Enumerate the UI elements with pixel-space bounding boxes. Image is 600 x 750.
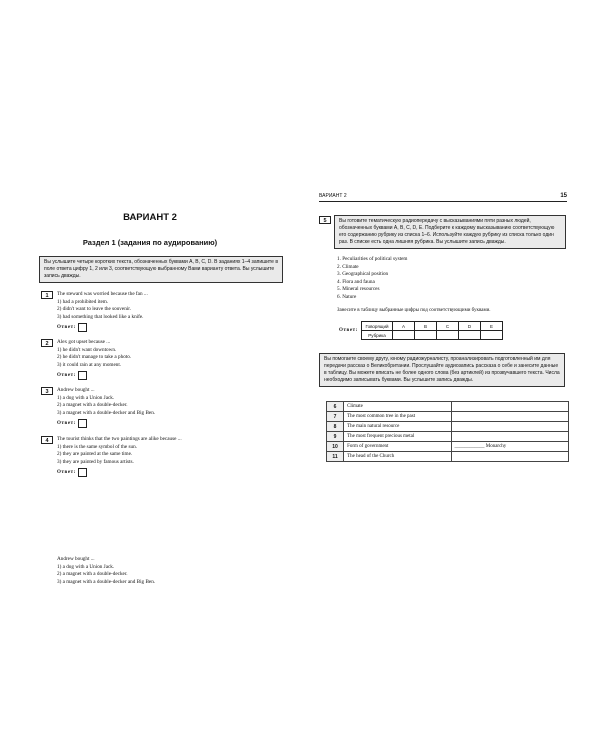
page-number: 15 <box>560 193 567 199</box>
task-4 <box>41 436 291 477</box>
task-option: 3) it could rain at any moment. <box>57 361 122 368</box>
row-question: The most frequent precious metal <box>344 432 451 442</box>
answer-row <box>57 419 291 428</box>
answer-label: Ответ: <box>57 325 76 331</box>
table-instruction: Занесите в таблицу выбранные цифры под соответствующими буквами. <box>337 308 491 313</box>
row-answer[interactable] <box>451 452 569 462</box>
task-question: Andrew bought ... <box>57 387 95 393</box>
task-question: The tourist thinks that the two paintings are alike because ... <box>57 436 182 442</box>
letter-cell: D <box>459 322 481 331</box>
task-question: Alex got upset because ... <box>57 339 111 345</box>
answer-box-2[interactable] <box>78 371 87 380</box>
task-option: 2) they are painted at the same time. <box>57 451 133 458</box>
task5-instructions: Вы готовите тематическую радиопередачу с высказываниями пяти разных людей, обозначенных буквами A, B, C, D, E. Подберите к каждому высказыванию соответствующую его содержанию рубрику из списка 1–6. Используйте каждую рубрику из списка только один раз. В списке есть одна лишняя рубрика. Вы услышите запись дважды. <box>334 215 566 249</box>
answer-cell[interactable] <box>437 331 459 340</box>
answer-cell[interactable] <box>481 331 503 340</box>
task-option: 2) a magnet with a double-decker. <box>57 571 128 578</box>
row-number: 9 <box>327 432 344 442</box>
rubric-item: 5. Mineral resources <box>337 286 380 293</box>
row-answer[interactable]: ____________ Monarchy <box>451 442 569 452</box>
answer-box-1[interactable] <box>78 323 87 332</box>
answer-cell[interactable] <box>415 331 437 340</box>
task-2 <box>41 339 291 380</box>
answer-cell[interactable] <box>459 331 481 340</box>
answer-label: Ответ: <box>57 373 76 379</box>
letter-cell: C <box>437 322 459 331</box>
task-option: 1) a dog with a Union Jack. <box>57 563 115 570</box>
table-row <box>327 442 569 452</box>
task-option: 1) had a prohibited item. <box>57 298 109 305</box>
row-answer[interactable] <box>451 422 569 432</box>
task-option: 1) a dog with a Union Jack. <box>57 394 115 401</box>
rubric-item: 3. Geographical position <box>337 271 389 278</box>
row-question: The main natural resource <box>344 422 451 432</box>
row-label-rubric: Рубрика <box>362 331 393 340</box>
extra-task <box>41 556 291 586</box>
letter-cell: E <box>481 322 503 331</box>
section-title: Раздел 1 (задания по аудированию) <box>82 238 218 247</box>
task5-answer <box>339 321 503 340</box>
rubric-item: 6. Nature <box>337 293 357 300</box>
task-number: 1 <box>41 291 53 299</box>
rubric-item: 2. Climate <box>337 263 359 270</box>
info-table <box>326 401 569 462</box>
row-question: Climate <box>344 402 451 412</box>
row-question: The head of the Church <box>344 452 451 462</box>
answer-row <box>57 323 291 332</box>
task-option: 3) they are painted by famous artists. <box>57 458 134 465</box>
variant-title: ВАРИАНТ 2 <box>123 212 177 223</box>
page-header <box>319 193 567 202</box>
task-number: 5 <box>319 216 331 224</box>
row-question: The most common tree in the past <box>344 412 451 422</box>
answer-label: Ответ: <box>57 470 76 476</box>
row-number: 7 <box>327 412 344 422</box>
header-title: ВАРИАНТ 2 <box>319 193 347 199</box>
task-option: 1) there is the same symbol of the sun. <box>57 443 137 450</box>
answer-row <box>57 371 291 380</box>
table-row <box>327 422 569 432</box>
answer-box-4[interactable] <box>78 468 87 477</box>
task-option: 3) a magnet with a double-decker and Big Ben. <box>57 409 156 416</box>
task-number: 2 <box>41 339 53 347</box>
task-question: Andrew bought ... <box>57 556 95 562</box>
task6-instructions: Вы помогаете своему другу, юному радиожурналисту, проанализировать подготовленный им для передачи рассказ о Великобритании. Прослушайте аудиозапись рассказа о себе и занесите данные в таблицу. Вы можете вписать не более одного слова (без артиклей) из прозвучавшего текста. Числа необходимо записывать буквами. Вы услышите запись дважды. <box>319 353 565 387</box>
task-option: 1) he didn't want downtown. <box>57 346 117 353</box>
row-question: Form of government <box>344 442 451 452</box>
row-number: 11 <box>327 452 344 462</box>
task-option: 2) didn't want to leave the souvenir. <box>57 306 131 313</box>
row-answer[interactable] <box>451 432 569 442</box>
task-number: 4 <box>41 436 53 444</box>
task-option: 3) had something that looked like a knife. <box>57 313 144 320</box>
task-number: 3 <box>41 387 53 395</box>
task-3 <box>41 387 291 428</box>
row-label-speaker: Говорящий <box>362 322 393 331</box>
row-answer[interactable] <box>451 412 569 422</box>
answer-label: Ответ: <box>339 328 358 333</box>
rubric-item: 1. Peculiarities of political system <box>337 256 408 262</box>
answer-cell[interactable] <box>393 331 415 340</box>
task-option: 2) he didn't manage to take a photo. <box>57 354 132 361</box>
table-row <box>327 412 569 422</box>
row-number: 8 <box>327 422 344 432</box>
task-1 <box>41 291 291 332</box>
table-row <box>327 452 569 462</box>
row-number: 6 <box>327 402 344 412</box>
letter-cell: A <box>393 322 415 331</box>
task-option: 2) a magnet with a double-decker. <box>57 402 128 409</box>
answer-label: Ответ: <box>57 421 76 427</box>
answer-box-3[interactable] <box>78 419 87 428</box>
rubric-list <box>337 256 407 302</box>
speaker-rubric-table <box>361 321 503 340</box>
answer-row <box>57 468 291 477</box>
listening-instructions: Вы услышите четыре коротких текста, обозначенных буквами A, B, C, D. В заданиях 1–4 запишите в поле ответа цифру 1, 2 или 3, соответствующую выбранному Вами варианту ответа. Вы услышите запись дважды. <box>39 256 283 283</box>
rubric-item: 4. Flora and fauna <box>337 278 375 285</box>
task-question: The steward was worried because the fan ... <box>57 291 148 297</box>
row-answer[interactable] <box>451 402 569 412</box>
task-option: 3) a magnet with a double-decker and Big Ben. <box>57 578 156 585</box>
letter-cell: B <box>415 322 437 331</box>
right-page <box>300 0 600 750</box>
table-row <box>327 432 569 442</box>
table-row <box>327 402 569 412</box>
row-number: 10 <box>327 442 344 452</box>
